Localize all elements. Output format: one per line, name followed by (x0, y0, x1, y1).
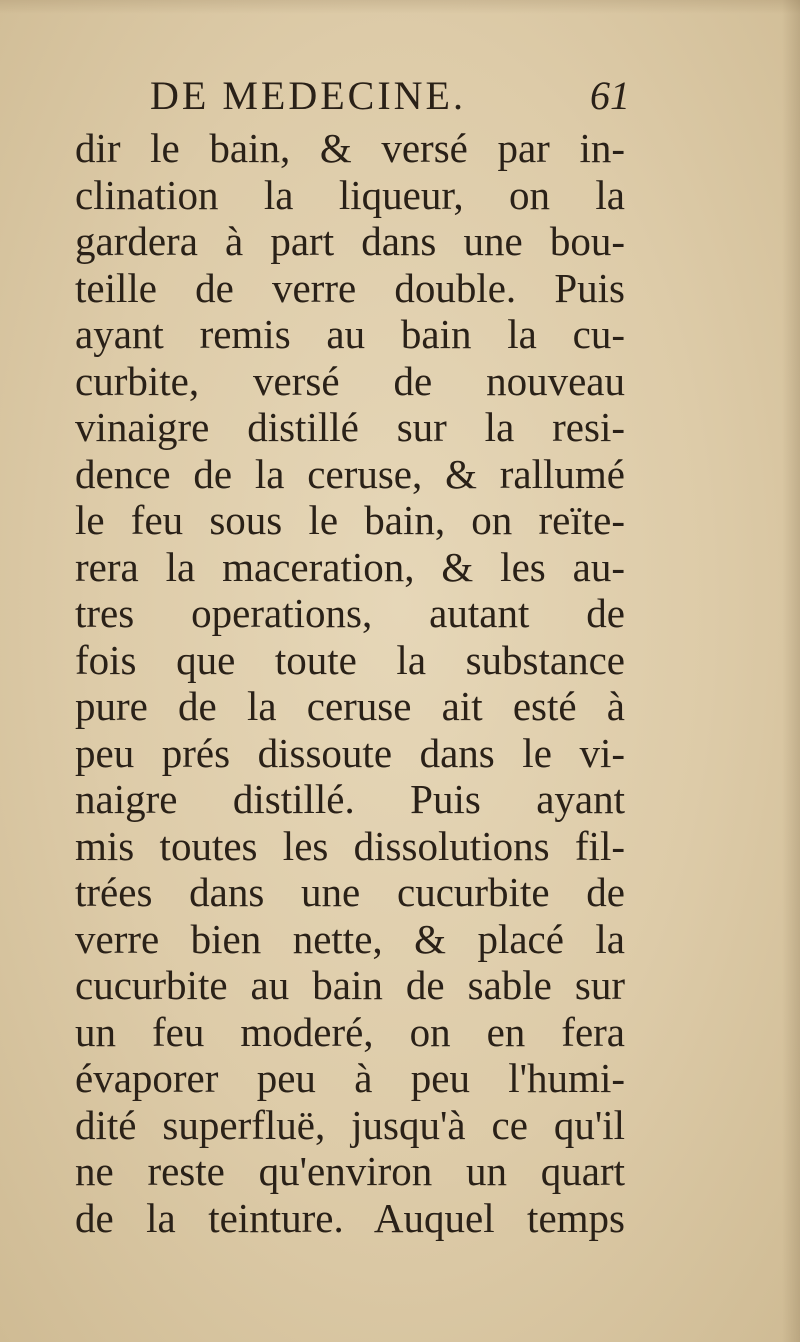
text-line: naigre distillé. Puis ayant (75, 776, 625, 822)
running-head (150, 72, 630, 122)
text-line: de la teinture. Auquel temps (75, 1194, 625, 1241)
page-number: 61 (590, 73, 630, 118)
body-text (75, 125, 625, 1241)
text-line: tres operations, autant de (75, 590, 625, 636)
text-line: pure de la ceruse ait esté à (75, 683, 625, 729)
text-line: ne reste qu'environ un quart (75, 1148, 625, 1194)
text-line: curbite, versé de nouveau (75, 357, 625, 404)
text-line: un feu moderé, on en fera (75, 1008, 625, 1055)
text-line: vinaigre distillé sur la resi- (75, 404, 625, 450)
text-line: verre bien nette, & placé la (75, 915, 625, 962)
text-line: rera la maceration, & les au- (75, 543, 625, 590)
text-line: mis toutes les dissolutions fil- (75, 822, 625, 869)
text-line: dence de la ceruse, & rallumé (75, 450, 625, 497)
text-line: teille de verre double. Puis (75, 264, 625, 311)
text-line: peu prés dissoute dans le vi- (75, 729, 625, 776)
text-line: fois que toute la substance (75, 636, 625, 683)
text-line: dir le bain, & versé par in- (75, 125, 625, 171)
text-line: dité superfluë, jusqu'à ce qu'il (75, 1101, 625, 1148)
text-line: ayant remis au bain la cu- (75, 311, 625, 357)
text-line: clination la liqueur, on la (75, 171, 625, 218)
page-edge-shadow (782, 0, 800, 1342)
page-top-shadow (0, 0, 800, 14)
running-title: DE MEDECINE. (150, 73, 466, 118)
text-line: évaporer peu à peu l'humi- (75, 1055, 625, 1101)
text-line: gardera à part dans une bou- (75, 218, 625, 264)
text-line: cucurbite au bain de sable sur (75, 962, 625, 1008)
text-line: trées dans une cucurbite de (75, 869, 625, 915)
text-line: le feu sous le bain, on reïte- (75, 497, 625, 543)
